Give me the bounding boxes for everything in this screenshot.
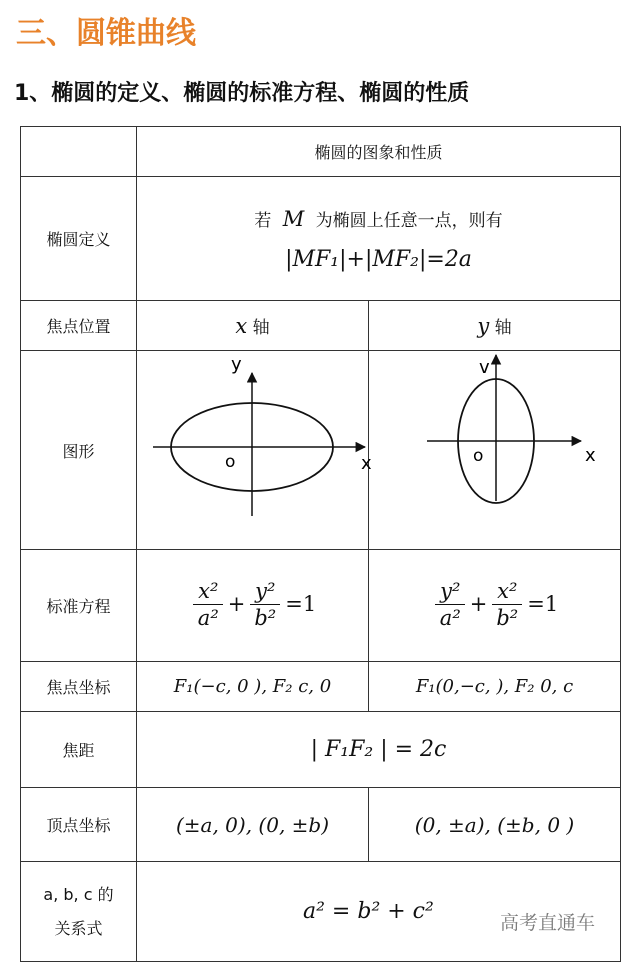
- graph-label: 图形: [21, 351, 137, 550]
- focal-distance-label: 焦距: [21, 712, 137, 788]
- graph-row: [21, 351, 621, 550]
- focal-distance-row: [21, 712, 621, 788]
- standard-equation-row: [21, 550, 621, 662]
- y-axis-label: y: [231, 354, 242, 375]
- watermark: 高考直通车: [500, 912, 596, 934]
- relation-formula: a² = b² + c²: [137, 862, 621, 962]
- definition-content: [137, 177, 621, 301]
- focus-coords-label: 焦点坐标: [21, 662, 137, 712]
- fraction: $\frac{\text{y²}}{\text{b²}}$: [249, 579, 281, 632]
- vertex-coords-row: [21, 788, 621, 862]
- vertex-coords-x: (±a, 0), (0, ±b): [137, 788, 369, 862]
- focus-coords-y: F₁(0,−c, ), F₂ 0, c: [369, 662, 621, 712]
- table-header-row: [21, 127, 621, 177]
- vertex-coords-y: (0, ±a), (±b, 0 ): [369, 788, 621, 862]
- focal-distance-formula: | F₁F₂ | = 2c: [137, 712, 621, 788]
- focus-coords-x: F₁(−c, 0 ), F₂ c, 0: [137, 662, 369, 712]
- standard-equation-y: $\frac{\text{y²}}{\text{a²}}$ + $\frac{\text{x²}}{\text{b²}}$ =1: [369, 550, 621, 662]
- ellipse-properties-table: [20, 126, 621, 962]
- x-axis-label: x: [361, 453, 372, 474]
- focus-position-y: y 轴: [369, 301, 621, 351]
- section-title: 三、圆锥曲线: [16, 16, 196, 51]
- definition-label: 椭圆定义: [21, 177, 137, 301]
- table-header: 椭圆的图象和性质: [137, 127, 621, 177]
- focus-position-label: 焦点位置: [21, 301, 137, 351]
- focus-coords-row: [21, 662, 621, 712]
- definition-text: 若 M 为椭圆上任意一点，则有: [254, 206, 503, 231]
- focus-position-row: [21, 301, 621, 351]
- vertical-ellipse-graph: [369, 351, 621, 545]
- x-axis-label: x: [585, 445, 596, 466]
- standard-equation-label: 标准方程: [21, 550, 137, 662]
- origin-label: o: [225, 452, 236, 472]
- horizontal-ellipse-graph: [137, 351, 372, 545]
- standard-equation-x: $\frac{\text{x²}}{\text{a²}}$ + $\frac{\text{y²}}{\text{b²}}$ =1: [137, 550, 369, 662]
- sub-title: 1、椭圆的定义、椭圆的标准方程、椭圆的性质: [14, 81, 470, 106]
- graph-vertical-cell: [369, 351, 621, 550]
- origin-label: o: [473, 446, 484, 466]
- definition-row: [21, 177, 621, 301]
- vertex-coords-label: 顶点坐标: [21, 788, 137, 862]
- y-axis-label: v: [479, 357, 490, 378]
- focus-position-x: x 轴: [137, 301, 369, 351]
- empty-corner-cell: [21, 127, 137, 177]
- fraction: $\frac{\text{x²}}{\text{a²}}$: [193, 579, 224, 632]
- definition-formula: |MF₁|+|MF₂|=2a: [285, 246, 472, 272]
- fraction: $\frac{\text{y²}}{\text{a²}}$: [435, 579, 466, 632]
- fraction: $\frac{\text{x²}}{\text{b²}}$: [491, 579, 523, 632]
- graph-horizontal-cell: [137, 351, 372, 550]
- relation-label: a, b, c 的 关系式: [21, 862, 137, 962]
